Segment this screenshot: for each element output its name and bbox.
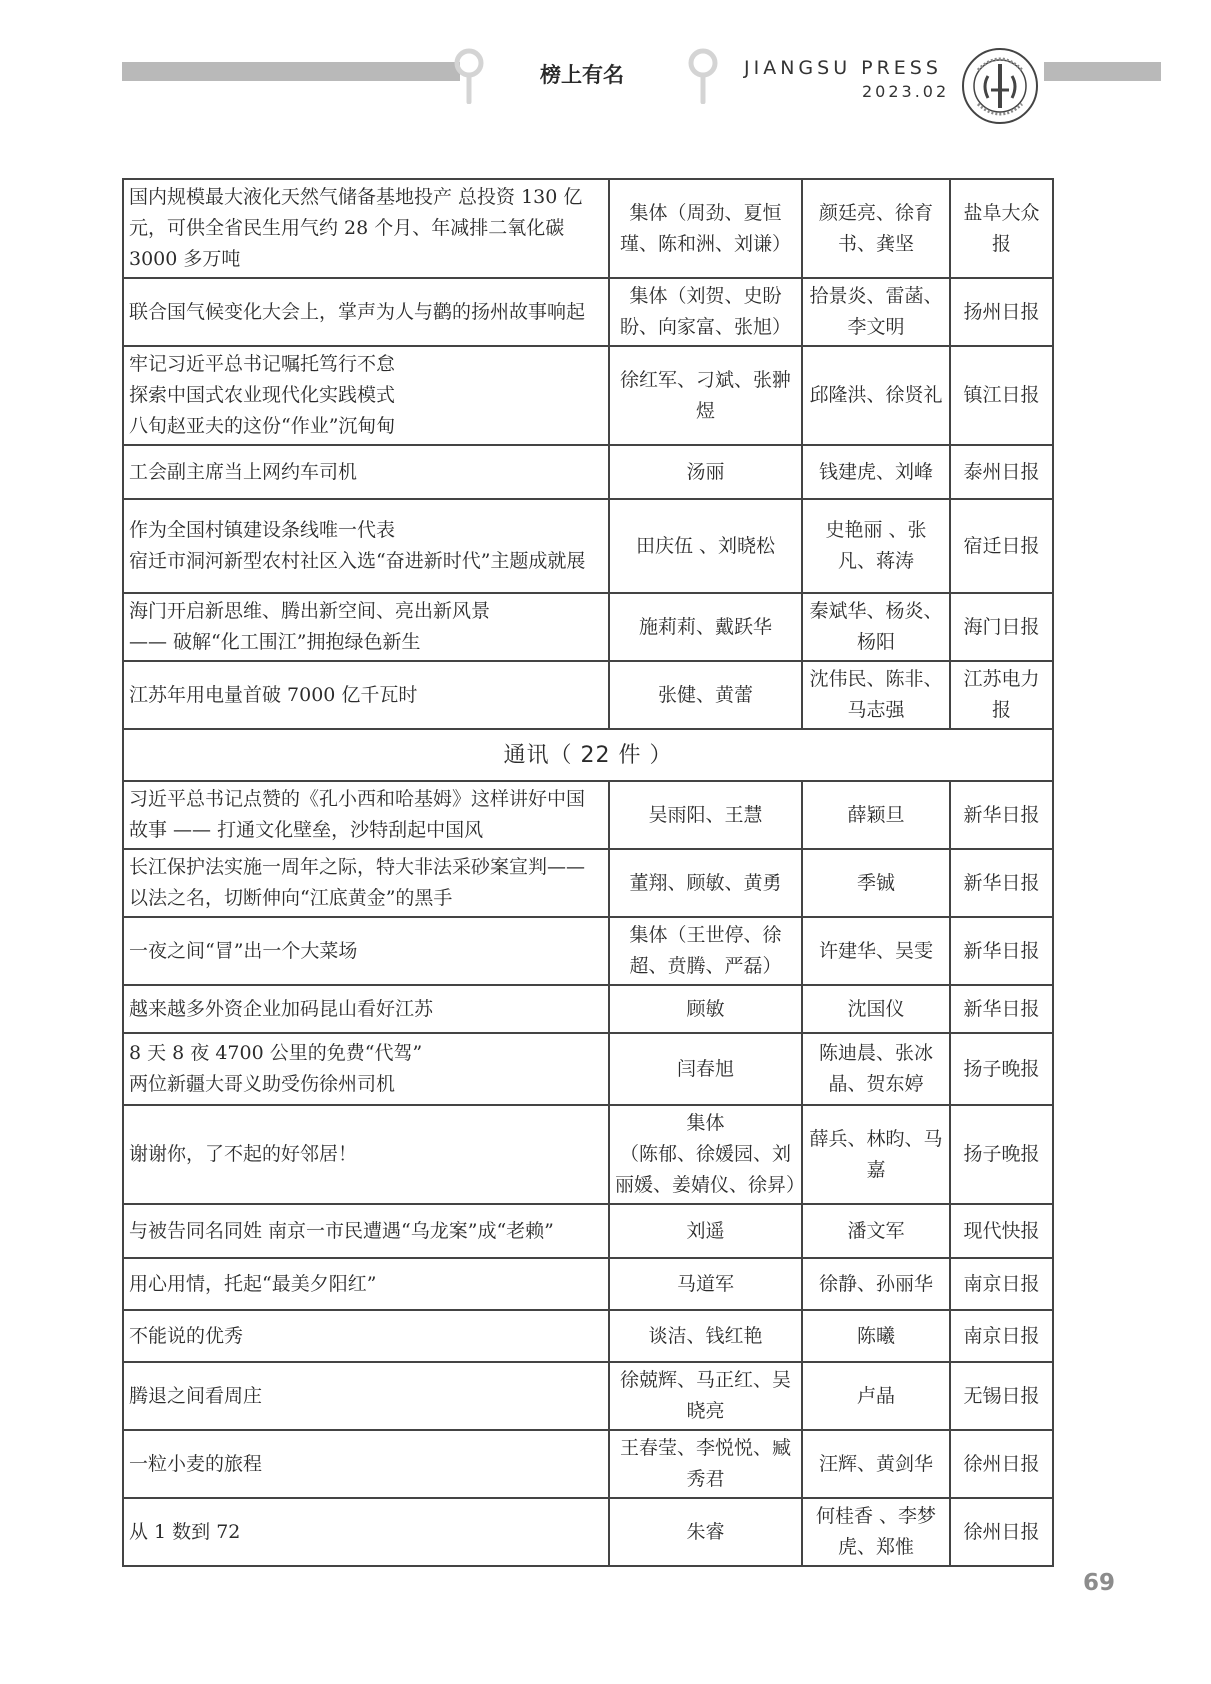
award-title: 谢谢你，了不起的好邻居！ <box>123 1105 609 1204</box>
award-authors: 施莉莉、戴跃华 <box>609 593 802 661</box>
award-title: 越来越多外资企业加码昆山看好江苏 <box>123 985 609 1033</box>
award-title: 长江保护法实施一周年之际，特大非法采砂案宣判—— 以法之名，切断伸向“江底黄金”的黑手 <box>123 849 609 917</box>
table-row <box>123 179 1053 278</box>
award-authors: 张健、黄蕾 <box>609 661 802 729</box>
award-editors: 拾景炎、雷菡、李文明 <box>802 278 950 346</box>
award-editors: 何桂香 、李梦虎、郑惟 <box>802 1498 950 1566</box>
award-paper: 新华日报 <box>950 985 1053 1033</box>
award-authors: 朱睿 <box>609 1498 802 1566</box>
award-title: 不能说的优秀 <box>123 1310 609 1362</box>
award-paper: 宿迁日报 <box>950 499 1053 593</box>
award-title: 8 天 8 夜 4700 公里的免费“代驾” 两位新疆大哥义助受伤徐州司机 <box>123 1033 609 1105</box>
award-rows-first <box>123 179 1053 729</box>
award-paper: 徐州日报 <box>950 1430 1053 1498</box>
table-row <box>123 1430 1053 1498</box>
award-paper: 无锡日报 <box>950 1362 1053 1430</box>
issue-date: 2023.02 <box>862 82 950 101</box>
table-row <box>123 917 1053 985</box>
award-editors: 许建华、吴雯 <box>802 917 950 985</box>
award-table <box>122 178 1054 1567</box>
award-editors: 史艳丽 、张凡、蒋涛 <box>802 499 950 593</box>
award-authors: 王春莹、李悦悦、臧秀君 <box>609 1430 802 1498</box>
header-bar-left <box>122 62 460 81</box>
award-title: 联合国气候变化大会上，掌声为人与鹳的扬州故事响起 <box>123 278 609 346</box>
section-heading-row <box>123 729 1053 781</box>
section-title: 榜上有名 <box>540 63 624 87</box>
award-editors: 徐静、孙丽华 <box>802 1258 950 1310</box>
award-paper: 新华日报 <box>950 917 1053 985</box>
award-authors: 集体 （陈郁、徐媛园、刘丽媛、姜婧仪、徐昇） <box>609 1105 802 1204</box>
award-title: 海门开启新思维、腾出新空间、亮出新风景 —— 破解“化工围江”拥抱绿色新生 <box>123 593 609 661</box>
award-title: 从 1 数到 72 <box>123 1498 609 1566</box>
award-title: 一夜之间“冒”出一个大菜场 <box>123 917 609 985</box>
award-title: 工会副主席当上网约车司机 <box>123 445 609 499</box>
table-row <box>123 1258 1053 1310</box>
award-editors: 薛颖旦 <box>802 781 950 849</box>
award-editors: 薛兵、林昀、马嘉 <box>802 1105 950 1204</box>
award-paper: 扬子晚报 <box>950 1105 1053 1204</box>
award-editors: 潘文军 <box>802 1204 950 1258</box>
pin-icon <box>452 48 486 104</box>
award-authors: 董翔、顾敏、黄勇 <box>609 849 802 917</box>
award-editors: 颜廷亮、徐育书、龚坚 <box>802 179 950 278</box>
table-row <box>123 346 1053 445</box>
award-paper: 扬子晚报 <box>950 1033 1053 1105</box>
table-row <box>123 278 1053 346</box>
award-editors: 汪辉、黄剑华 <box>802 1430 950 1498</box>
award-authors: 徐红军、刁斌、张翀煜 <box>609 346 802 445</box>
table-row <box>123 1105 1053 1204</box>
award-authors: 顾敏 <box>609 985 802 1033</box>
award-authors: 集体（周劲、夏恒瑾、陈和洲、刘谦） <box>609 179 802 278</box>
award-authors: 汤丽 <box>609 445 802 499</box>
table-row <box>123 445 1053 499</box>
award-editors: 季铖 <box>802 849 950 917</box>
award-paper: 现代快报 <box>950 1204 1053 1258</box>
award-paper: 徐州日报 <box>950 1498 1053 1566</box>
award-paper: 镇江日报 <box>950 346 1053 445</box>
table-row <box>123 593 1053 661</box>
award-authors: 马道军 <box>609 1258 802 1310</box>
award-authors: 刘遥 <box>609 1204 802 1258</box>
award-editors: 卢晶 <box>802 1362 950 1430</box>
award-editors: 沈伟民、陈非、马志强 <box>802 661 950 729</box>
publication-name: JIANGSU PRESS <box>744 57 942 79</box>
award-paper: 扬州日报 <box>950 278 1053 346</box>
award-authors: 谈洁、钱红艳 <box>609 1310 802 1362</box>
header-bar-right <box>1044 62 1161 81</box>
award-authors: 田庆伍 、刘晓松 <box>609 499 802 593</box>
award-paper: 泰州日报 <box>950 445 1053 499</box>
section-heading: 通讯（ 22 件 ） <box>123 729 1053 781</box>
pin-icon <box>686 48 720 104</box>
award-paper: 海门日报 <box>950 593 1053 661</box>
award-editors: 秦斌华、杨炎、杨阳 <box>802 593 950 661</box>
award-editors: 钱建虎、刘峰 <box>802 445 950 499</box>
award-paper: 新华日报 <box>950 849 1053 917</box>
association-seal-icon <box>960 46 1040 126</box>
table-row <box>123 1310 1053 1362</box>
award-paper: 南京日报 <box>950 1258 1053 1310</box>
award-rows-second <box>123 781 1053 1566</box>
table-row <box>123 985 1053 1033</box>
award-editors: 沈国仪 <box>802 985 950 1033</box>
award-title: 腾退之间看周庄 <box>123 1362 609 1430</box>
award-paper: 江苏电力报 <box>950 661 1053 729</box>
award-title: 国内规模最大液化天然气储备基地投产 总投资 130 亿元，可供全省民生用气约 28 个月、年减排二氧化碳 3000 多万吨 <box>123 179 609 278</box>
award-title: 作为全国村镇建设条线唯一代表 宿迁市洞河新型农村社区入选“奋进新时代”主题成就展 <box>123 499 609 593</box>
award-title: 用心用情，托起“最美夕阳红” <box>123 1258 609 1310</box>
award-authors: 集体（刘贺、史盼盼、向家富、张旭） <box>609 278 802 346</box>
award-authors: 集体（王世停、徐超、贲腾、严磊） <box>609 917 802 985</box>
award-editors: 陈曦 <box>802 1310 950 1362</box>
award-paper: 盐阜大众报 <box>950 179 1053 278</box>
award-title: 一粒小麦的旅程 <box>123 1430 609 1498</box>
page-number: 69 <box>1083 1570 1116 1596</box>
award-editors: 陈迪晨、张冰晶、贺东婷 <box>802 1033 950 1105</box>
section-row-group <box>123 729 1053 781</box>
award-authors: 吴雨阳、王慧 <box>609 781 802 849</box>
award-title: 与被告同名同姓 南京一市民遭遇“乌龙案”成“老赖” <box>123 1204 609 1258</box>
table-row <box>123 1362 1053 1430</box>
table-row <box>123 1033 1053 1105</box>
award-authors: 徐兢辉、马正红、吴晓亮 <box>609 1362 802 1430</box>
award-title: 江苏年用电量首破 7000 亿千瓦时 <box>123 661 609 729</box>
table-row <box>123 1498 1053 1566</box>
award-authors: 闫春旭 <box>609 1033 802 1105</box>
award-title: 牢记习近平总书记嘱托笃行不怠 探索中国式农业现代化实践模式 八旬赵亚夫的这份“作业”沉甸甸 <box>123 346 609 445</box>
award-paper: 南京日报 <box>950 1310 1053 1362</box>
table-row <box>123 849 1053 917</box>
award-title: 习近平总书记点赞的《孔小西和哈基姆》这样讲好中国故事 —— 打通文化壁垒，沙特刮起中国风 <box>123 781 609 849</box>
award-paper: 新华日报 <box>950 781 1053 849</box>
table-row <box>123 661 1053 729</box>
table-row <box>123 499 1053 593</box>
award-editors: 邱隆洪、徐贤礼 <box>802 346 950 445</box>
table-row <box>123 781 1053 849</box>
table-row <box>123 1204 1053 1258</box>
